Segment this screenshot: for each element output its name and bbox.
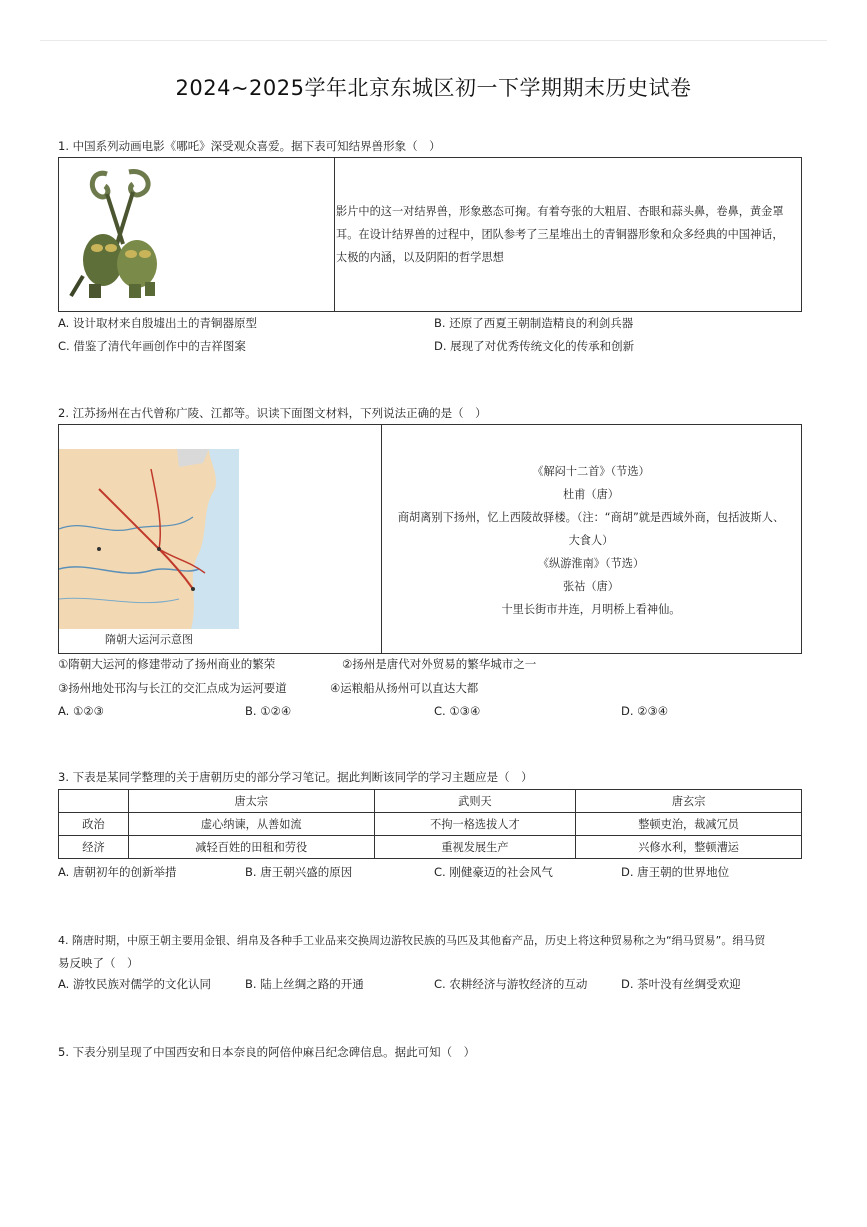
statement-3: ③扬州地处邗沟与长江的交汇点成为运河要道 [58,681,287,695]
table-row [59,813,802,836]
exam-title: 2024~2025学年北京东城区初一下学期期末历史试卷 [175,76,692,100]
option-d[interactable]: D. 唐王朝的世界地位 [621,865,730,879]
stem-line: 易反映了（ ） [58,956,139,970]
guardian-beasts-image [67,164,167,306]
table-cell: 虚心纳谏，从善如流 [128,813,374,836]
page-top-rule [40,40,827,41]
table-cell: 兴修水利，整顿漕运 [576,836,802,859]
statement-1: ①隋朝大运河的修建带动了扬州商业的繁荣 [58,657,276,671]
description-line: 耳。在设计结界兽的过程中，团队参考了三星堆出土的青铜器形象和众多经典的中国神话， [336,228,784,241]
question-1-table [58,157,802,312]
question-5-stem: 5. 下表分别呈现了中国西安和日本奈良的阿倍仲麻吕纪念碑信息。据此可知（ ） [58,1045,476,1059]
table-header-cell: 武则天 [374,790,576,813]
poem-author-1: 杜甫（唐） [563,488,619,501]
option-c[interactable]: C. 借鉴了清代年画创作中的吉祥图案 [58,339,246,353]
table-header-cell [59,790,129,813]
option-d[interactable]: D. ②③④ [621,704,669,718]
table-row [59,836,802,859]
table-cell: 减轻百姓的田租和劳役 [128,836,374,859]
statement-2: ②扬州是唐代对外贸易的繁华城市之一 [342,657,537,671]
poem-line: 大食人） [568,534,614,547]
description-line: 太极的内涵，以及阴阳的哲学思想 [336,251,504,264]
poem-title-2: 《纵游淮南》（节选） [537,557,645,570]
table-cell: 重视发展生产 [374,836,576,859]
table-cell: 经济 [59,836,129,859]
table-cell: 政治 [59,813,129,836]
table-header-row [59,790,802,813]
option-b[interactable]: B. 还原了西夏王朝制造精良的利剑兵器 [434,316,634,330]
poem-excerpts [382,460,800,621]
map-caption: 隋朝大运河示意图 [105,633,193,646]
question-3-stem: 3. 下表是某同学整理的关于唐朝历史的部分学习笔记。据此判断该同学的学习主题应是（ ） [58,770,533,784]
statement-4: ④运粮船从扬州可以直达大都 [330,681,479,695]
option-b[interactable]: B. ①②④ [245,704,292,718]
table-header-cell: 唐玄宗 [576,790,802,813]
option-d[interactable]: D. 茶叶没有丝绸受欢迎 [621,977,741,991]
option-c[interactable]: C. 农耕经济与游牧经济的互动 [434,977,588,991]
description-line: 影片中的这一对结界兽，形象憨态可掬。有着夸张的大粗眉、杏眼和蒜头鼻，卷鼻，黄金罩 [336,205,784,218]
table-divider [334,158,335,311]
table-cell: 整顿吏治，裁减冗员 [576,813,802,836]
sui-grand-canal-map [59,449,239,629]
option-a[interactable]: A. 游牧民族对儒学的文化认同 [58,977,211,991]
option-a[interactable]: A. 设计取材来自殷墟出土的青铜器原型 [58,316,257,330]
tang-notes-table [58,789,802,859]
option-c[interactable]: C. 刚健豪迈的社会风气 [434,865,553,879]
option-b[interactable]: B. 陆上丝绸之路的开通 [245,977,364,991]
question-1-stem: 1. 中国系列动画电影《哪吒》深受观众喜爱。据下表可知结界兽形象（ ） [58,139,441,153]
question-1-description [336,200,798,269]
poem-line: 十里长街市井连，月明桥上看神仙。 [501,603,681,616]
question-2-stem: 2. 江苏扬州在古代曾称广陵、江都等。识读下面图文材料，下列说法正确的是（ ） [58,406,487,420]
option-d[interactable]: D. 展现了对优秀传统文化的传承和创新 [434,339,635,353]
poem-title-1: 《解闷十二首》（节选） [532,465,650,478]
option-c[interactable]: C. ①③④ [434,704,481,718]
option-b[interactable]: B. 唐王朝兴盛的原因 [245,865,353,879]
stem-line: 4. 隋唐时期，中原王朝主要用金银、绢帛及各种手工业品来交换周边游牧民族的马匹及其他畜产品，历史上将这种贸易称之为“绢马贸易”。绢马贸 [58,934,766,947]
poem-line: 商胡离别下扬州，忆上西陵故驿楼。（注：“商胡”就是西域外商，包括波斯人、 [397,511,785,524]
table-cell: 不拘一格选拔人才 [374,813,576,836]
poem-author-2: 张祜（唐） [563,580,619,593]
question-4-stem [58,929,808,975]
option-a[interactable]: A. 唐朝初年的创新举措 [58,865,177,879]
option-a[interactable]: A. ①②③ [58,704,104,718]
table-header-cell: 唐太宗 [128,790,374,813]
